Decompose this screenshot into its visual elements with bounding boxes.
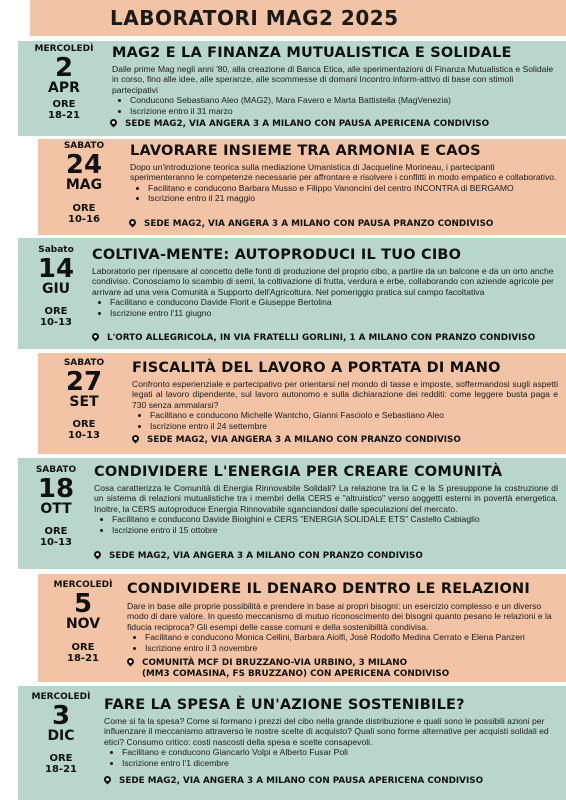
event-location-text: SEDE MAG2, VIA ANGERA 3 A MILANO CON PRANZO CONDIVISO bbox=[147, 435, 461, 445]
event-date bbox=[38, 141, 130, 225]
event-description bbox=[92, 266, 558, 318]
event-weekday: SABATO bbox=[63, 141, 105, 151]
event-title: COLTIVA-MENTE: AUTOPRODUCI IL TUO CIBO bbox=[92, 247, 462, 263]
event-weekday: Sabato bbox=[38, 245, 74, 255]
event-day: 5 bbox=[73, 589, 93, 619]
event-card-september bbox=[38, 353, 566, 454]
event-time: 18-21 bbox=[67, 653, 99, 664]
event-bullet: • Iscrizione entro il 15 ottobre bbox=[112, 525, 558, 535]
event-weekday: SABATO bbox=[35, 465, 77, 475]
event-title: FISCALITÀ DEL LAVORO A PORTATA DI MANO bbox=[132, 360, 501, 376]
event-date bbox=[38, 580, 128, 664]
event-month: SET bbox=[69, 394, 99, 410]
event-day: 14 bbox=[37, 254, 75, 284]
event-title: FARE LA SPESA È UN'AZIONE SOSTENIBILE? bbox=[104, 697, 465, 713]
event-location-text: L'ORTO ALLEGRICOLA, IN VIA FRATELLI GORLINI, 1 A MILANO CON PRANZO CONDIVISO bbox=[107, 333, 536, 343]
event-month: MAG bbox=[65, 177, 103, 193]
event-time: 10-16 bbox=[68, 214, 100, 225]
event-description bbox=[130, 162, 558, 204]
event-bullet: • Facilitano e conducono Davide Florit e Giuseppe Bertolina bbox=[110, 297, 558, 307]
event-bullet: • Iscrizione entro l'11 giugno bbox=[110, 308, 558, 318]
event-location bbox=[110, 119, 489, 130]
event-day: 18 bbox=[37, 474, 75, 504]
event-bullet: • Iscrizione entro il 21 maggio bbox=[148, 193, 558, 203]
event-time-label: ORE bbox=[44, 526, 68, 537]
event-bullet: • Iscrizione entro il 3 novembre bbox=[145, 643, 559, 653]
event-bullet: • Facilitano e conducono Monica Cellini, Barbara Aiolfi, Josè Rodolfo Medina Cerrato e Elena Panzeri bbox=[145, 632, 559, 642]
event-description bbox=[94, 483, 558, 535]
page-title: LABORATORI MAG2 2025 bbox=[30, 0, 566, 36]
event-location-text: SEDE MAG2, VIA ANGERA 3 A MILANO CON PAUSA PRANZO CONDIVISO bbox=[144, 219, 494, 229]
event-location-text: SEDE MAG2, VIA ANGERA 3 A MILANO CON PRANZO CONDIVISO bbox=[109, 551, 423, 561]
event-description bbox=[127, 601, 559, 653]
event-card-may bbox=[38, 139, 566, 235]
event-bullet: • Conducono Sebastiano Aleo (MAG2), Mara Favero e Marta Battistella (MagVenezia) bbox=[130, 95, 554, 105]
event-card-november bbox=[38, 574, 566, 682]
event-location-text-line2: (MM3 COMASINA, FS BRUZZANO) CON APERICENA CONDIVISO bbox=[142, 669, 450, 679]
event-time-label: ORE bbox=[44, 306, 68, 317]
event-card-june bbox=[18, 238, 566, 349]
event-bullet: • Facilitano e conducono Davide Bioighini e CERS "ENERGIA SOLIDALE ETS" Castello Cabiaglio bbox=[112, 514, 558, 524]
event-date bbox=[18, 465, 94, 548]
event-location bbox=[94, 551, 423, 562]
location-pin-icon bbox=[109, 118, 119, 128]
event-date bbox=[18, 245, 94, 328]
event-day: 3 bbox=[51, 701, 71, 731]
event-date bbox=[18, 692, 104, 775]
event-day: 24 bbox=[65, 150, 103, 180]
event-title: CONDIVIDERE IL DENARO DENTRO LE RELAZIONI bbox=[127, 581, 530, 597]
event-bullet: • Iscrizione entro l'1 dicembre bbox=[122, 758, 556, 768]
event-description bbox=[132, 379, 558, 431]
event-month: APR bbox=[48, 80, 80, 96]
event-time: 18-21 bbox=[48, 110, 80, 121]
event-bullet: • Iscrizione entro il 24 settembre bbox=[150, 421, 558, 431]
event-location bbox=[104, 776, 483, 787]
event-weekday: MERCOLEDÌ bbox=[31, 692, 91, 702]
event-time-label: ORE bbox=[72, 203, 96, 214]
event-location bbox=[127, 658, 557, 680]
event-title: MAG2 E LA FINANZA MUTUALISTICA E SOLIDALE bbox=[112, 45, 512, 61]
event-description-text: Dare in base alle proprie possibilità e prendere in base ai propri bisogni: un esercizio complesso e un diverso modo di dare valore. In questo meccanismo di mutuo riconoscimento dei bisogni quanto pesano le relazioni e la fiducia reciproca? Gli esempi delle casse comuni e della sostenibilità condivisa. bbox=[127, 601, 552, 632]
event-time: 10-13 bbox=[40, 317, 72, 328]
event-location bbox=[129, 219, 493, 230]
event-weekday: SABATO bbox=[63, 358, 105, 368]
event-time-label: ORE bbox=[49, 753, 73, 764]
event-time: 18-21 bbox=[45, 764, 77, 775]
event-description-text: Confronto esperienziale e partecipativo per orientarsi nel mondo di tasse e imposte, soffermandosi sugli aspetti legati al lavoro dipendente, sul lavoro autonomo e sulla dichiarazione dei redditi: come leggere busta paga e 730 senza ammalarsi? bbox=[132, 379, 558, 410]
event-card-december bbox=[18, 686, 566, 800]
event-location-text: SEDE MAG2, VIA ANGERA 3 A MILANO CON PAUSA APERICENA CONDIVISO bbox=[125, 119, 490, 129]
event-location bbox=[92, 333, 535, 344]
location-pin-icon bbox=[126, 657, 136, 667]
event-bullet: • Facilitano e conducono Barbara Musso e Filippo Vanoncini del centro INCONTRA di BERGAMO bbox=[148, 183, 558, 193]
event-time-label: ORE bbox=[71, 642, 95, 653]
event-day: 27 bbox=[65, 367, 103, 397]
event-card-april bbox=[18, 41, 566, 136]
location-pin-icon bbox=[131, 434, 141, 444]
event-card-october bbox=[18, 458, 566, 569]
event-bullet: • Facilitano e conducono Giancarlo Volpi e Alberto Fusar Poli bbox=[122, 747, 556, 757]
event-description-text: Come si fa la spesa? Come si formano i prezzi del cibo nella grande distribuzione e quali sono le possibili azioni per influenzare il meccanismo attraverso le nostre scelte di acquisto? Quali sono forme alternative per acquisti solidali ed etici? Consumo critico: costi nascosti della spesa e scelte consapevoli. bbox=[104, 716, 549, 747]
location-pin-icon bbox=[103, 775, 113, 785]
event-time-label: ORE bbox=[72, 419, 96, 430]
event-location-text: SEDE MAG2, VIA ANGERA 3 A MILANO CON PAUSA APERICENA CONDIVISO bbox=[119, 776, 484, 786]
location-pin-icon bbox=[128, 218, 138, 228]
event-time: 10-13 bbox=[68, 430, 100, 441]
event-date bbox=[18, 44, 110, 121]
location-pin-icon bbox=[91, 332, 101, 342]
event-bullet: • Iscrizione entro il 31 marzo bbox=[130, 106, 554, 116]
event-month: GIU bbox=[41, 281, 71, 297]
event-time-label: ORE bbox=[52, 99, 76, 110]
event-day: 2 bbox=[54, 53, 74, 83]
event-weekday: MERCOLEDÌ bbox=[34, 44, 94, 54]
event-description-text: Dopo un'introduzione teorica sulla mediazione Umanistica di Jacqueline Morineau, i partecipanti sperimenteranno le competenze necessarie per affrontare e risolvere i conflitti in modo empatico e collaborativo. bbox=[130, 162, 557, 183]
event-title: LAVORARE INSIEME TRA ARMONIA E CAOS bbox=[130, 143, 481, 159]
event-description bbox=[104, 716, 556, 768]
event-month: NOV bbox=[65, 616, 101, 632]
event-title: CONDIVIDERE L'ENERGIA PER CREARE COMUNITÀ bbox=[94, 464, 503, 480]
event-bullet: • Facilitano e conducono Michelle Wantcho, Gianni Fasciolo e Sebastiano Aleo bbox=[150, 410, 558, 420]
event-time: 10-13 bbox=[40, 537, 72, 548]
event-month: DIC bbox=[47, 728, 75, 744]
event-description-text: Cosa caratterizza le Comunità di Energia Rinnovabile Solidali? La relazione tra la C e la S presuppone la costruzione di un sistema di relazioni mutualistiche tra i membri della CERS e "altruistico" verso soggetti esterni in povertà energetica. Inoltre, la CERS autoproduce Energia Rinnovabile sganciandosi dalle speculazioni del mercato. bbox=[94, 483, 558, 514]
event-description bbox=[112, 64, 554, 116]
event-date bbox=[38, 358, 130, 441]
event-location bbox=[132, 435, 461, 446]
event-description-text: Laboratorio per ripensare al concetto delle fonti di produzione del proprio cibo, a partire da un balcone e da un orto anche condiviso. Conosciamo lo scambio di semi, la coltivazione di frutta, verdura e erbe, collaborando con aziende agricole per arrivare ad una vera Comunità a Supporto dell'Agricoltura. Nel pomeriggio pratica sul campo facoltativa bbox=[92, 266, 554, 297]
location-pin-icon bbox=[93, 550, 103, 560]
event-month: OTT bbox=[40, 501, 72, 517]
event-location-text: COMUNITÀ MCF DI BRUZZANO-VIA URBINO, 3 MILANO bbox=[142, 658, 408, 668]
event-description-text: Dalle prime Mag negli anni '80, alla creazione di Banca Etica, alle sperimentazioni di Finanza Mutualistica e Solidale in corso, fino alle idee, alle speranze, alle scommesse di domani Incontro inform-attivo di base con stimoli partecipativi bbox=[112, 64, 554, 95]
event-weekday: MERCOLEDÌ bbox=[53, 580, 113, 590]
